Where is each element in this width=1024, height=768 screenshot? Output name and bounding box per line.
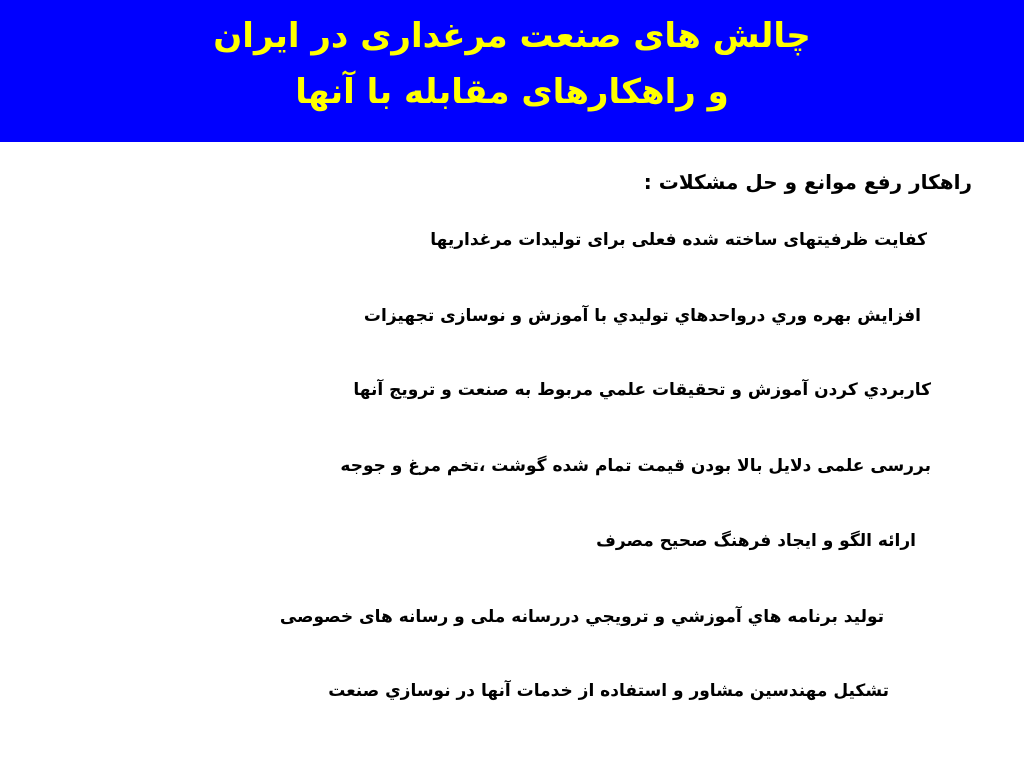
slide-title-line-1: چالش های صنعت مرغداری در ایران [213, 16, 811, 56]
section-heading: راهکار رفع موانع و حل مشکلات : [643, 170, 972, 194]
list-item: توليد برنامه هاي آموزشي و ترويجي دررسانه ملی و رسانه های خصوصی [279, 607, 884, 627]
list-item: افزایش بهره وري درواحدهاي توليدي با آموزش و نوسازی تجهیزات [363, 306, 921, 326]
list-item: کاربردي کردن آموزش و تحقيقات علمي مربوط به صنعت و ترویج آنها [353, 380, 931, 400]
slide-title-line-2: و راهکارهای مقابله با آنها [295, 72, 729, 113]
list-item: ارائه الگو و ایجاد فرهنگ صحیح مصرف [596, 531, 916, 551]
list-item: کفایت ظرفیتهای ساخته شده فعلی برای تولیدات مرغداریها [430, 230, 927, 250]
list-item: بررسی علمی دلایل بالا بودن قیمت تمام شده گوشت ،تخم مرغ و جوجه [340, 456, 931, 476]
list-item: تشکیل مهندسین مشاور و استفاده از خدمات آنها در نوسازي صنعت [328, 681, 889, 701]
title-banner [0, 0, 1024, 142]
